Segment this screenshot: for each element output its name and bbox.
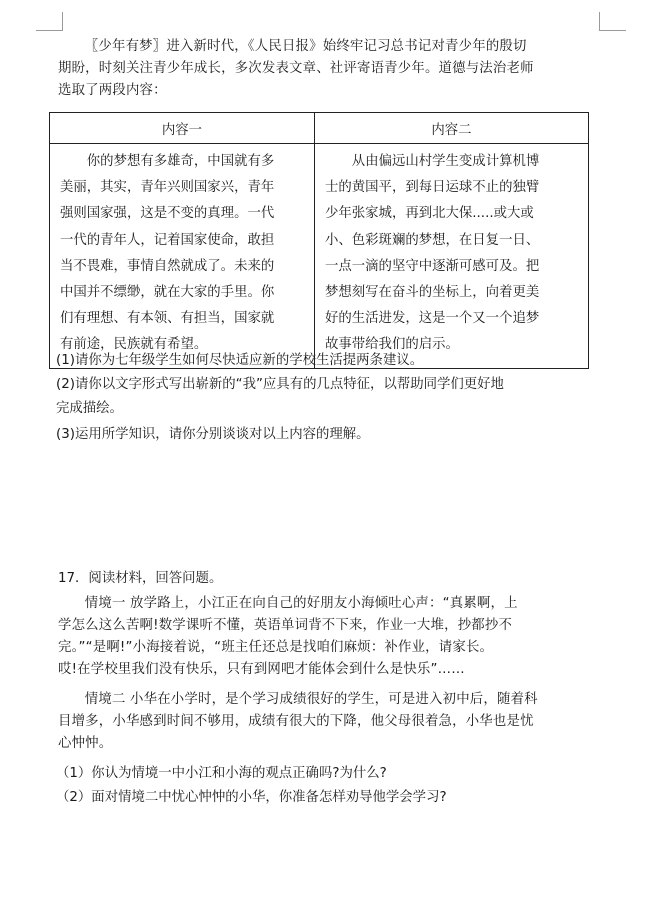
content-2-line: 好的生活进发，这是一个又一个追梦 <box>325 311 540 327</box>
scene-1-line: 情境一 放学路上，小江正在向自己的好朋友小海倾吐心声：“真累啊，上 <box>84 596 518 611</box>
intro-line: 选取了两段内容： <box>58 83 167 98</box>
content-1-line: 你的梦想有多雄奇，中国就有多 <box>86 154 275 169</box>
q17-scene-2 <box>58 689 598 755</box>
q17-question-2: （2）面对情境二中忧心忡忡的小华，你准备怎样劝导他学会学习? <box>56 790 447 805</box>
q16-item-1: (1)请你为七年级学生如何尽快适应新的学校生活提两条建议。 <box>56 353 424 368</box>
scene-2-line: 情境二 小华在小学时，是个学习成绩很好的学生，可是进入初中后，随着科 <box>84 692 538 707</box>
content-1-line: 强则国家强，这是不变的真理。一代 <box>60 206 275 222</box>
table-header-row <box>50 113 589 144</box>
content-1-line: 们有理想、有本领、有担当，国家就 <box>60 311 275 327</box>
intro-paragraph <box>58 36 598 102</box>
content-1-line: 美丽，其实，青年兴则国家兴，青年 <box>60 180 275 196</box>
scene-1-line: 完。”“是啊!”小海接着说，“班主任还总是找咱们麻烦：补作业，请家长。 <box>58 640 494 655</box>
content-1-line: 当不畏难，事情自然就成了。未来的 <box>60 258 275 274</box>
content-2-line: 士的黄国平，到每日运球不止的独臂 <box>325 180 540 196</box>
content-2-line: 故事带给我们的启示。 <box>325 337 459 353</box>
table-header-content-2: 内容二 <box>315 113 589 144</box>
content-2-line: 梦想刻写在奋斗的坐标上，向着更美 <box>325 285 540 301</box>
table-header-content-1: 内容一 <box>50 113 315 144</box>
crop-mark-top-right-vertical <box>599 12 600 31</box>
q16-item-3: (3)运用所学知识，请你分别谈谈对以上内容的理解。 <box>56 427 370 442</box>
q17-title: 17．阅读材料，回答问题。 <box>58 571 223 586</box>
table-body-row <box>50 144 589 369</box>
crop-mark-top-left-vertical <box>62 12 63 31</box>
q17-question-1: （1）你认为情境一中小江和小海的观点正确吗?为什么? <box>56 766 387 781</box>
intro-line: 〖少年有梦〗进入新时代，《人民日报》始终牢记习总书记对青少年的殷切 <box>84 39 527 54</box>
content-table <box>49 112 589 369</box>
crop-mark-top-right-horizontal <box>600 30 626 31</box>
content-1-line: 一代的青年人，记着国家使命，敢担 <box>60 232 275 248</box>
content-2-line: 从由偏远山村学生变成计算机博 <box>351 154 540 169</box>
scene-2-line: 心忡忡。 <box>58 736 113 751</box>
scene-1-line: 学怎么这么苦啊!数学课听不懂，英语单词背不下来，作业一大堆，抄都抄不 <box>58 618 513 633</box>
content-2-cell <box>315 144 589 369</box>
crop-mark-top-left-horizontal <box>36 30 62 31</box>
content-2-line: 一点一滴的坚守中逐渐可感可及。把 <box>325 258 540 274</box>
scene-2-line: 目增多，小华感到时间不够用，成绩有很大的下降，他父母很着急，小华也是忧 <box>58 714 534 729</box>
content-1-line: 中国并不缥缈，就在大家的手里。你 <box>60 285 275 301</box>
content-1-line: 有前途，民族就有希望。 <box>60 337 208 353</box>
content-2-line: 小、色彩斑斓的梦想，在日复一日、 <box>325 232 540 248</box>
scene-1-line: 哎!在学校里我们没有快乐，只有到网吧才能体会到什么是快乐”…… <box>58 662 465 677</box>
q16-item-2-continued: 完成描绘。 <box>56 401 123 416</box>
q17-scene-1 <box>58 593 598 681</box>
content-2-line: 少年张家城，再到北大保.....或大或 <box>325 206 534 222</box>
intro-line: 期盼，时刻关注青少年成长，多次发表文章、社评寄语青少年。道德与法治老师 <box>58 61 534 76</box>
q16-item-2: (2)请你以文字形式写出崭新的“我”应具有的几点特征，以帮助同学们更好地 <box>56 377 504 392</box>
content-1-cell <box>50 144 315 369</box>
